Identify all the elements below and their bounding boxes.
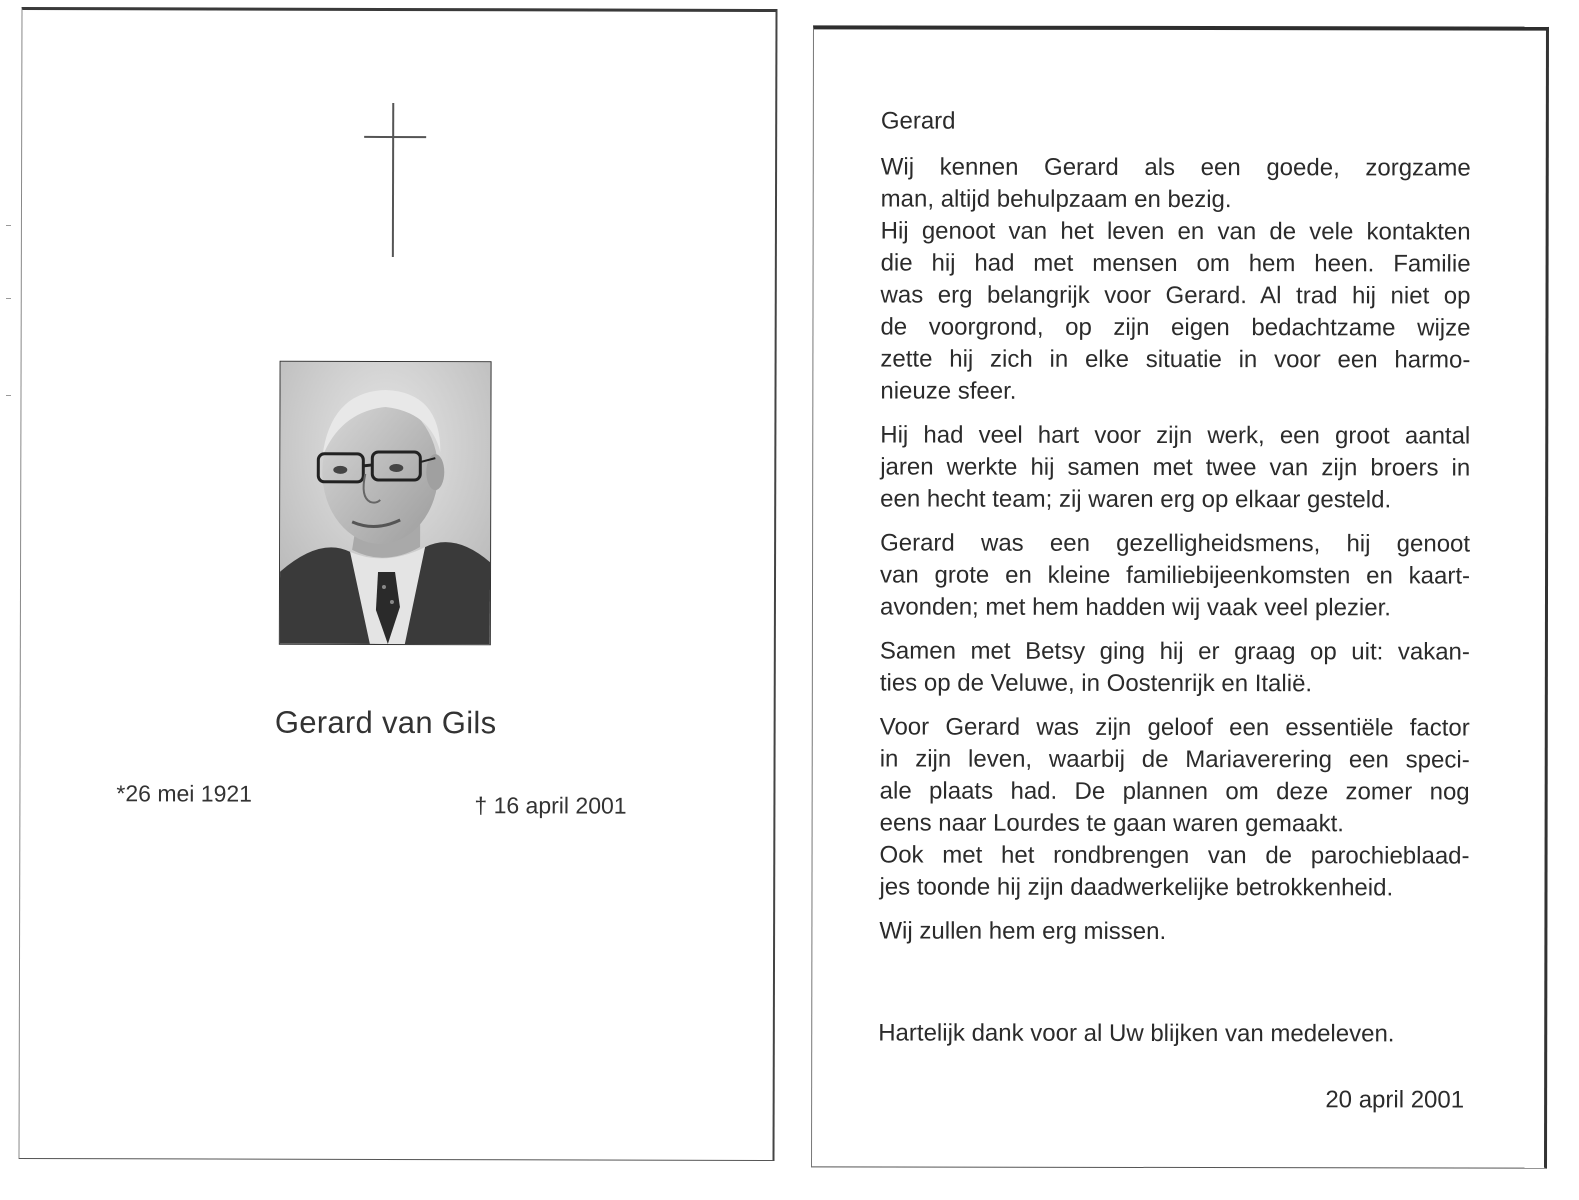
text-line: Gerard was een gezelligheidsmens, hij genoot <box>880 529 1471 558</box>
text-line: Wij zullen hem erg missen. <box>879 917 1167 945</box>
text-line: in zijn leven, waarbij de Mariaverering een speci- <box>879 745 1470 774</box>
death-date: † 16 april 2001 <box>474 792 627 819</box>
text-line: Wij kennen Gerard als een goede, zorgzame <box>880 153 1471 182</box>
memorial-card-front <box>18 7 777 1161</box>
text-line: ties op de Veluwe, in Oostenrijk en Italië. <box>879 669 1313 698</box>
text-line: Samen met Betsy ging hij er graag op uit: vakan- <box>879 637 1470 666</box>
text-line: zette hij zich in elke situatie in voor een harmo- <box>880 345 1471 374</box>
scan-mark <box>6 395 11 396</box>
text-line: eens naar Lourdes te gaan waren gemaakt. <box>879 809 1344 838</box>
text-line: de voorgrond, op zijn eigen bedachtzame wijze <box>880 313 1471 342</box>
cross-icon <box>364 103 426 257</box>
memorial-card-back <box>811 25 1549 1168</box>
text-line: Hij genoot van het leven en van de vele kontakten <box>880 217 1471 246</box>
memorial-text <box>879 105 1470 960</box>
paragraph <box>880 419 1470 516</box>
text-line: jes toonde hij zijn daadwerkelijke betrokkenheid. <box>879 873 1394 902</box>
paragraph <box>879 711 1469 904</box>
text-line: jaren werkte hij samen met twee van zijn broers in <box>880 453 1471 482</box>
card-date: 20 april 2001 <box>1325 1086 1465 1114</box>
paragraph <box>880 635 1470 700</box>
paragraph <box>880 151 1470 408</box>
portrait-photo <box>279 361 492 646</box>
paragraph <box>879 915 1469 948</box>
birth-date: *26 mei 1921 <box>116 780 253 807</box>
text-line: van grote en kleine familiebijeenkomsten en kaart- <box>880 561 1471 590</box>
text-line: ale plaats had. De plannen om deze zomer nog <box>879 777 1470 806</box>
scan-mark <box>6 225 11 226</box>
deceased-name: Gerard van Gils <box>274 704 497 741</box>
text-line: Ook met het rondbrengen van de parochieblaad- <box>879 841 1470 870</box>
text-line: een hecht team; zij waren erg op elkaar gesteld. <box>880 485 1392 514</box>
text-line: man, altijd behulpzaam en bezig. <box>880 185 1232 214</box>
text-line: was erg belangrijk voor Gerard. Al trad hij niet op <box>880 281 1471 310</box>
paragraph <box>880 527 1470 624</box>
text-heading: Gerard <box>880 107 956 135</box>
text-line: Hij had veel hart voor zijn werk, een groot aantal <box>880 421 1471 450</box>
text-line: Voor Gerard was zijn geloof een essentiële factor <box>879 713 1470 742</box>
text-line: nieuze sfeer. <box>880 377 1017 405</box>
text-line: avonden; met hem hadden wij vaak veel plezier. <box>879 593 1391 622</box>
thanks-line: Hartelijk dank voor al Uw blijken van medeleven. <box>878 1019 1395 1048</box>
scan-mark <box>6 298 11 299</box>
text-line: die hij had met mensen om hem heen. Familie <box>880 249 1471 278</box>
